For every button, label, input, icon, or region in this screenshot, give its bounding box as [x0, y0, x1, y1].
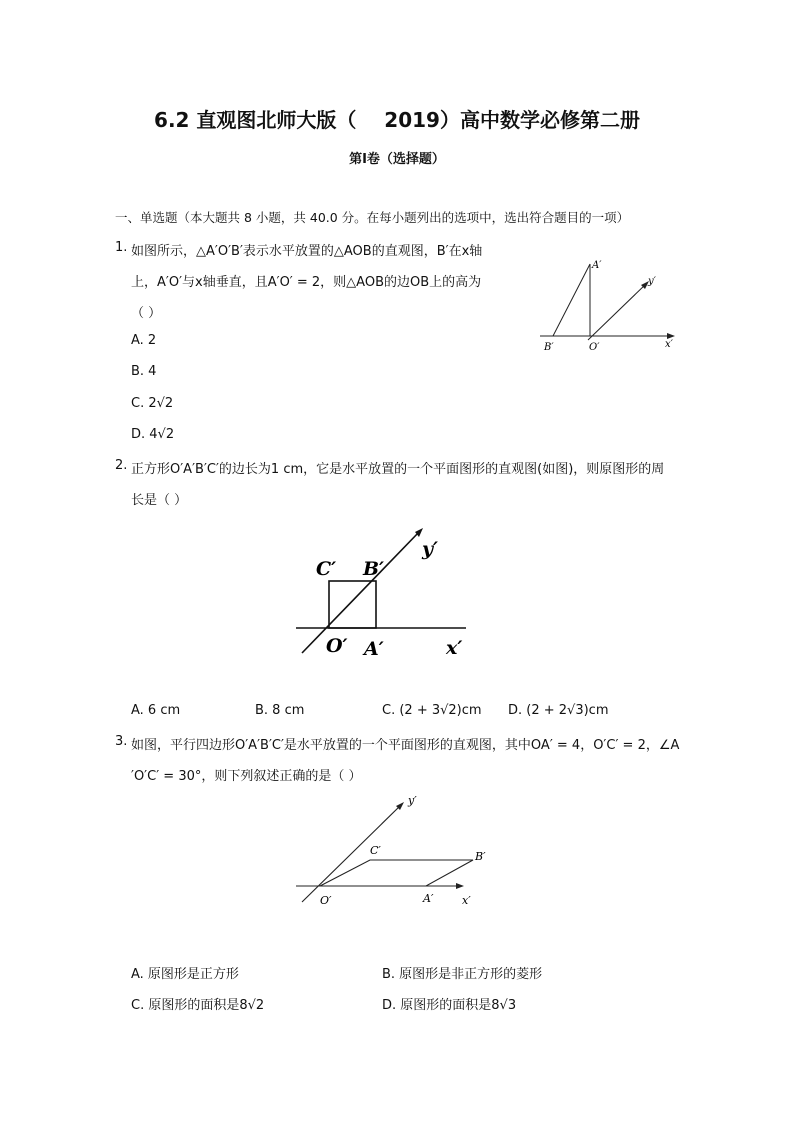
- question-text-line: 如图，平行四边形O′A′B′C′是水平放置的一个平面图形的直观图，其中OA′ = 4，O′C′ = 2，∠A: [131, 738, 680, 753]
- label-x: x′: [665, 339, 673, 350]
- label-x: x′: [446, 637, 463, 659]
- question-text-line: 上，A′O′与x轴垂直，且A′O′ = 2，则△AOB的边OB上的高为: [131, 275, 482, 290]
- label-c: C′: [370, 844, 381, 857]
- question-text-line: 正方形O′A′B′C′的边长为1 cm，它是水平放置的一个平面图形的直观图(如图)，则原图形的周: [131, 462, 665, 477]
- parallelogram-oabc: [320, 860, 473, 886]
- option-c[interactable]: C. 原图形的面积是8√2: [131, 998, 265, 1013]
- option-c[interactable]: C. 2√2: [131, 396, 174, 411]
- question-text-line: ′O′C′ = 30°，则下列叙述正确的是（ ）: [131, 769, 362, 784]
- label-a: A′: [423, 892, 434, 905]
- page-title: 6.2 直观图北师大版（ 2019）高中数学必修第二册: [154, 108, 640, 132]
- label-o: O′: [326, 635, 348, 657]
- section-heading: 一、单选题（本大题共 8 小题，共 40.0 分。在每小题列出的选项中，选出符合题目的一项）: [115, 210, 630, 225]
- question-text-line: 如图所示，△A′O′B′表示水平放置的△AOB的直观图，B′在x轴: [131, 244, 483, 259]
- option-a[interactable]: A. 2: [131, 333, 157, 348]
- y-axis: [588, 283, 647, 340]
- label-y: y′: [422, 538, 439, 560]
- label-b: B′: [363, 558, 385, 580]
- y-axis: [302, 531, 420, 653]
- label-b: B′: [544, 342, 554, 353]
- label-c: C′: [316, 558, 337, 580]
- option-a[interactable]: A. 6 cm: [131, 703, 181, 718]
- question-number: 3.: [115, 734, 128, 749]
- y-axis: [302, 804, 402, 902]
- option-b[interactable]: B. 原图形是非正方形的菱形: [382, 967, 543, 982]
- label-o: O′: [589, 342, 600, 353]
- x-arrow-icon: [456, 883, 464, 889]
- question-number: 2.: [115, 458, 128, 473]
- question-number: 1.: [115, 240, 128, 255]
- option-b[interactable]: B. 4: [131, 364, 157, 379]
- option-b[interactable]: B. 8 cm: [255, 703, 305, 718]
- label-y: y′: [408, 794, 417, 807]
- label-a: A′: [364, 638, 384, 660]
- label-y: y′: [648, 276, 656, 287]
- option-c[interactable]: C. (2 + 3√2)cm: [382, 703, 482, 718]
- option-a[interactable]: A. 原图形是正方形: [131, 967, 239, 982]
- figure-triangle-intuitive: [535, 250, 685, 360]
- question-text-line: （ ）: [131, 306, 162, 321]
- segment-a-b: [553, 264, 590, 336]
- figure-parallelogram-intuitive: [290, 790, 500, 915]
- label-x: x′: [462, 894, 471, 907]
- option-d[interactable]: D. 原图形的面积是8√3: [382, 998, 517, 1013]
- figure-square-intuitive: [290, 525, 480, 665]
- option-d[interactable]: D. 4√2: [131, 427, 175, 442]
- option-d[interactable]: D. (2 + 2√3)cm: [508, 703, 609, 718]
- question-text-line: 长是（ ）: [131, 493, 188, 508]
- label-o: O′: [320, 894, 332, 907]
- square-oabc: [329, 581, 376, 628]
- page-subtitle: 第Ⅰ卷（选择题）: [349, 152, 445, 167]
- label-a: A′: [592, 260, 602, 271]
- label-b: B′: [475, 850, 486, 863]
